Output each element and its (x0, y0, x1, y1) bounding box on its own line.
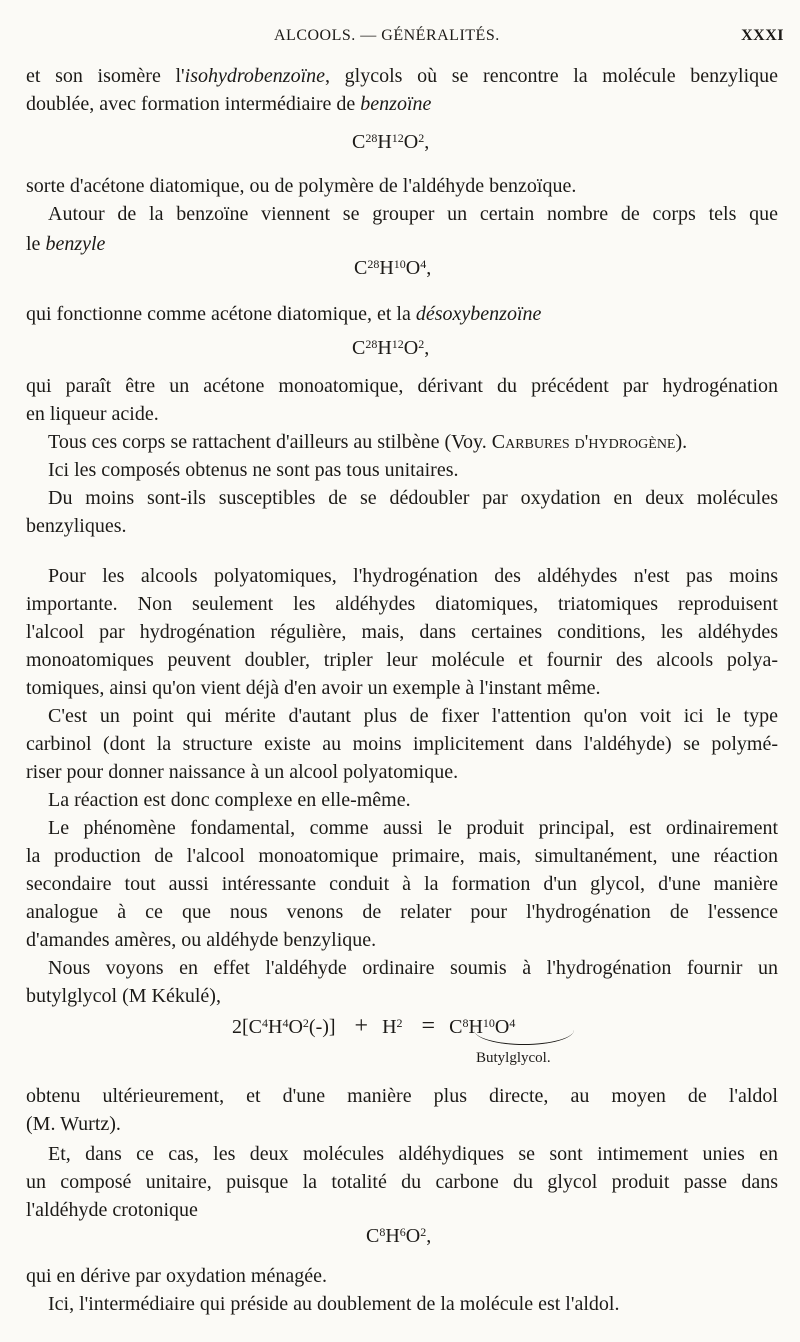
text-line: d'amandes amères, ou aldéhyde benzylique. (26, 929, 377, 951)
text-line: tomiques, ainsi qu'on vient déjà d'en avoir un exemple à l'instant même. (26, 677, 601, 699)
text-line: Nous voyons en effet l'aldéhyde ordinaire soumis à l'hydrogénation fournir un (48, 957, 778, 979)
text-line: carbinol (dont la structure existe au moins implicitement dans l'aldéhyde) se polymé- (26, 733, 778, 755)
text-line: la production de l'alcool monoatomique primaire, mais, simultanément, une réaction (26, 845, 778, 867)
chemical-formula: $C^{28}H^{10}O^4$, (354, 257, 432, 279)
text-line: et son isomère l'isohydrobenzoïne, glycols où se rencontre la molécule benzylique (26, 65, 779, 87)
text-line: secondaire tout aussi intéressante conduit à la formation d'un glycol, d'une manière (26, 873, 778, 895)
text-line: Du moins sont-ils susceptibles de se dédoubler par oxydation en deux molécules (48, 487, 778, 509)
text-line: Le phénomène fondamental, comme aussi le produit principal, est ordinairement (48, 817, 778, 839)
page-number: XXXI (741, 27, 784, 44)
text-line: qui fonctionne comme acétone diatomique, et la désoxybenzoïne (26, 303, 542, 325)
text-line: analogue à ce que nous venons de relater pour l'hydrogénation de l'essence (26, 901, 778, 923)
text-line: riser pour donner naissance à un alcool polyatomique. (26, 761, 459, 783)
text-line: obtenu ultérieurement, et d'une manière plus directe, au moyen de l'aldol (26, 1085, 778, 1107)
text-line: importante. Non seulement les aldéhydes diatomiques, triatomiques reproduisent (26, 593, 778, 615)
text-line: La réaction est donc complexe en elle-même. (48, 789, 411, 811)
text-line: sorte d'acétone diatomique, ou de polymère de l'aldéhyde benzoïque. (26, 175, 577, 197)
text-line: l'alcool par hydrogénation régulière, mais, dans certaines conditions, les aldéhydes (26, 621, 778, 643)
text-line: (M. Wurtz). (26, 1113, 121, 1135)
text-line: Tous ces corps se rattachent d'ailleurs au stilbène (Voy. Carbures d'hydrogène). (48, 431, 688, 453)
text-line: Pour les alcools polyatomiques, l'hydrogénation des aldéhydes n'est pas moins (48, 565, 778, 587)
text-line: qui paraît être un acétone monoatomique, dérivant du précédent par hydrogénation (26, 375, 778, 397)
text-line: doublée, avec formation intermédiaire de benzoïne (26, 93, 432, 115)
text-line: Autour de la benzoïne viennent se grouper un certain nombre de corps tels que (48, 203, 778, 225)
text-line: butylglycol (M Kékulé), (26, 985, 221, 1007)
chemical-formula: $C^{28}H^{12}O^2$, (352, 131, 430, 153)
text-line: Et, dans ce cas, les deux molécules aldéhydiques se sont intimement unies en (48, 1143, 778, 1165)
text-line: en liqueur acide. (26, 403, 159, 425)
text-line: l'aldéhyde crotonique (26, 1199, 198, 1221)
text-line: Ici, l'intermédiaire qui préside au doublement de la molécule est l'aldol. (48, 1293, 620, 1315)
underbrace (474, 1030, 574, 1045)
text-line: C'est un point qui mérite d'autant plus de fixer l'attention qu'on voit ici le type (48, 705, 778, 727)
equation-label: Butylglycol. (476, 1050, 551, 1066)
running-title: ALCOOLS. — GÉNÉRALITÉS. (274, 27, 500, 44)
chemical-equation: $2[C^4H^4O^2(-)] + H^2 = C^8H^{10}O^4$ (232, 1013, 516, 1039)
text-line: le benzyle (26, 233, 106, 255)
chemical-formula: $C^8H^6O^2$, (366, 1225, 432, 1247)
chemical-formula: $C^{28}H^{12}O^2$, (352, 337, 430, 359)
text-line: Ici les composés obtenus ne sont pas tous unitaires. (48, 459, 459, 481)
text-line: un composé unitaire, puisque la totalité du carbone du glycol produit passe dans (26, 1171, 778, 1193)
page-header (0, 22, 800, 50)
text-line: qui en dérive par oxydation ménagée. (26, 1265, 327, 1287)
text-line: monoatomiques peuvent doubler, tripler leur molécule et fournir des alcools polya- (26, 649, 778, 671)
text-line: benzyliques. (26, 515, 127, 537)
